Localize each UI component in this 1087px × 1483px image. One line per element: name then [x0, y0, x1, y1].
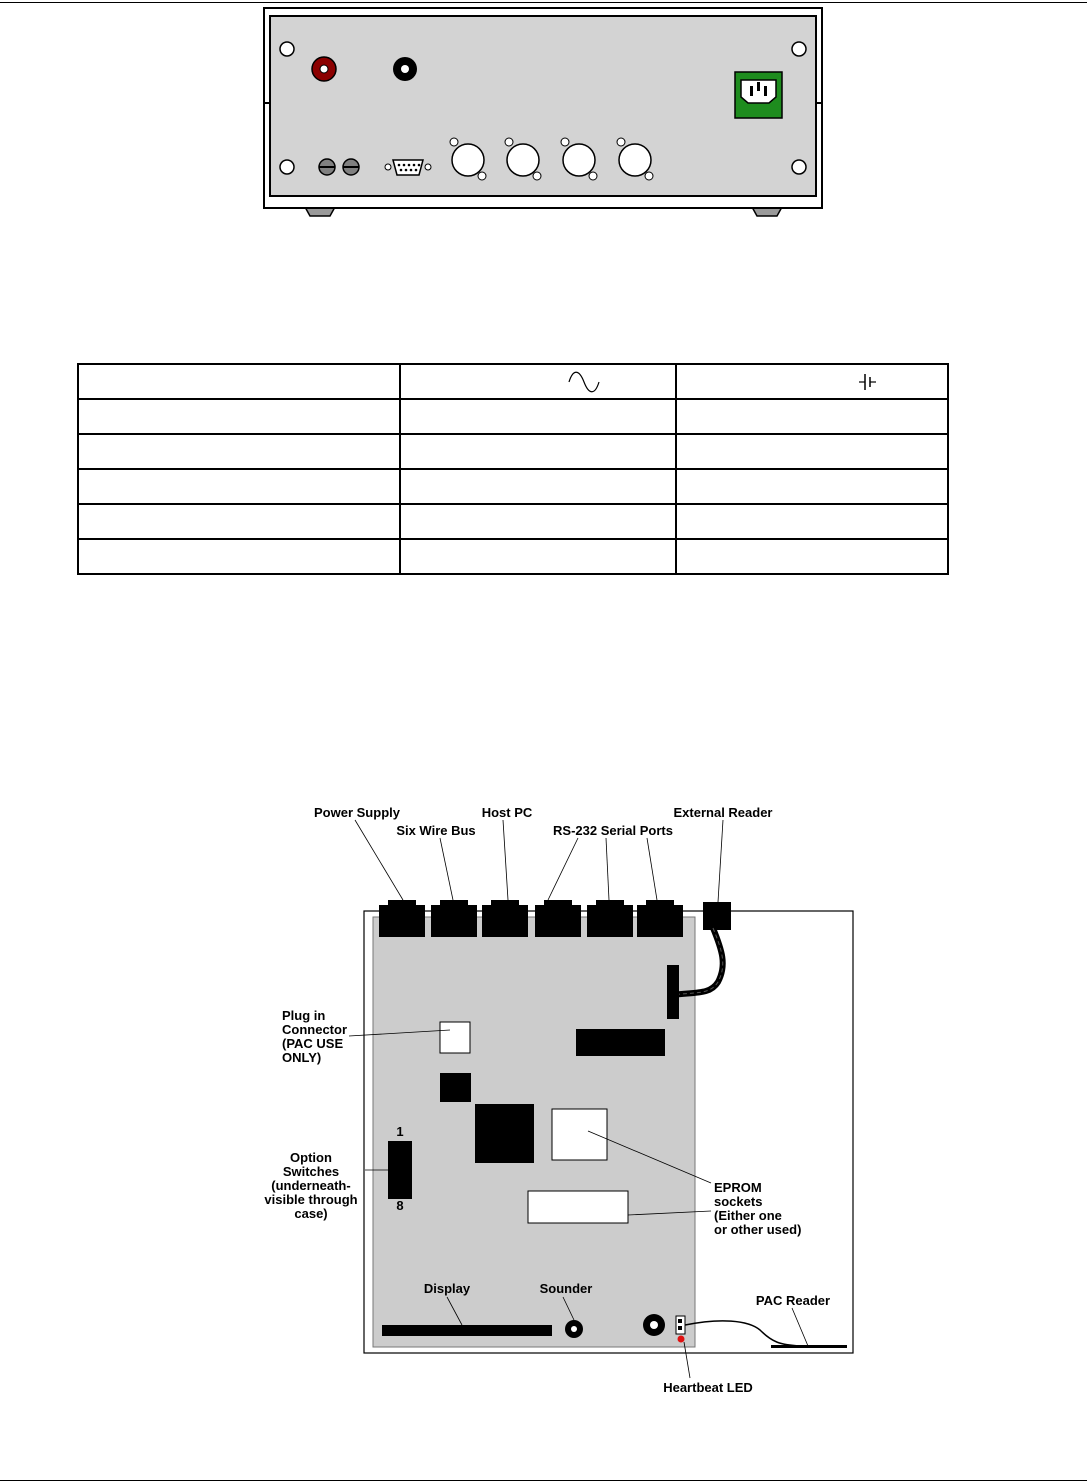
screw-icon [792, 160, 806, 174]
screw-icon [280, 160, 294, 174]
label-switch-1: 1 [396, 1124, 404, 1139]
table-row [78, 469, 948, 504]
eprom-socket [552, 1109, 607, 1160]
table-cell [676, 469, 948, 504]
ac-sine-icon [567, 371, 601, 393]
dc-battery-icon [857, 371, 879, 393]
label-host-pc: Host PC [481, 805, 533, 820]
label-eprom: EPROM [714, 1180, 762, 1195]
label-heartbeat-led: Heartbeat LED [663, 1380, 753, 1395]
table-cell [400, 539, 676, 574]
table-cell [400, 399, 676, 434]
external-reader-connector [703, 902, 731, 930]
label-plug-in: (PAC USE [282, 1036, 344, 1051]
host-pc-connector [482, 900, 528, 937]
plug-in-connector [440, 1022, 470, 1053]
table-cell [78, 364, 400, 399]
processor-chip [475, 1104, 534, 1163]
table-cell [400, 364, 676, 399]
ic-chip [576, 1029, 665, 1056]
label-option-switches: Switches [282, 1164, 340, 1179]
screw-icon [280, 42, 294, 56]
table-cell [676, 539, 948, 574]
table-cell [78, 539, 400, 574]
table-row [78, 504, 948, 539]
table-row [78, 434, 948, 469]
table-cell [400, 434, 676, 469]
table-cell [78, 469, 400, 504]
table-cell [78, 399, 400, 434]
label-option-switches: case) [294, 1206, 328, 1221]
label-sounder: Sounder [539, 1281, 593, 1296]
label-pac-reader: PAC Reader [755, 1293, 831, 1308]
pac-reader-icon [771, 1345, 847, 1348]
label-switch-8: 8 [396, 1198, 404, 1213]
heartbeat-led-icon [678, 1336, 685, 1343]
table-row [78, 399, 948, 434]
table-cell [676, 434, 948, 469]
table-cell [400, 469, 676, 504]
label-external-reader: External Reader [673, 805, 773, 820]
table-cell [676, 364, 948, 399]
label-plug-in: Connector [282, 1022, 347, 1037]
pac-reader-header [676, 1316, 685, 1334]
serial-port-connector [637, 900, 683, 937]
label-option-switches: Option [290, 1150, 332, 1165]
power-inlet-icon [735, 72, 782, 118]
label-rs232: RS-232 Serial Ports [553, 823, 673, 838]
ribbon-header [667, 965, 679, 1019]
sounder-icon [565, 1320, 583, 1338]
rear-panel-diagram [0, 0, 1087, 225]
table-header-row [78, 364, 948, 399]
screw-icon [792, 42, 806, 56]
label-eprom: sockets [714, 1194, 763, 1209]
power-supply-connector [379, 900, 425, 937]
eprom-socket [528, 1191, 628, 1223]
table-cell [400, 504, 676, 539]
table-cell [676, 504, 948, 539]
table-cell [676, 399, 948, 434]
label-eprom: or other used) [714, 1222, 802, 1237]
label-power-supply: Power Supply [314, 805, 400, 820]
board-layout-diagram [0, 790, 1087, 1410]
label-plug-in: Plug in [282, 1008, 326, 1023]
table-row [78, 539, 948, 574]
black-terminal-icon [393, 57, 417, 81]
label-option-switches: visible through [264, 1192, 358, 1207]
red-terminal-icon [312, 57, 336, 81]
page-bottom-rule [0, 1480, 1087, 1481]
option-switches [388, 1141, 412, 1199]
serial-port-connector [587, 900, 633, 937]
table-cell [78, 434, 400, 469]
label-eprom: (Either one [714, 1208, 782, 1223]
table-cell [78, 504, 400, 539]
label-plug-in: ONLY) [282, 1050, 322, 1065]
display-connector [382, 1325, 552, 1336]
serial-port-connector [535, 900, 581, 937]
round-component-icon [643, 1314, 665, 1336]
label-option-switches: (underneath- [271, 1178, 351, 1193]
six-wire-bus-connector [431, 900, 477, 937]
label-display: Display [423, 1281, 471, 1296]
ic-chip [440, 1073, 471, 1102]
power-spec-table [77, 363, 949, 575]
label-six-wire-bus: Six Wire Bus [396, 823, 476, 838]
